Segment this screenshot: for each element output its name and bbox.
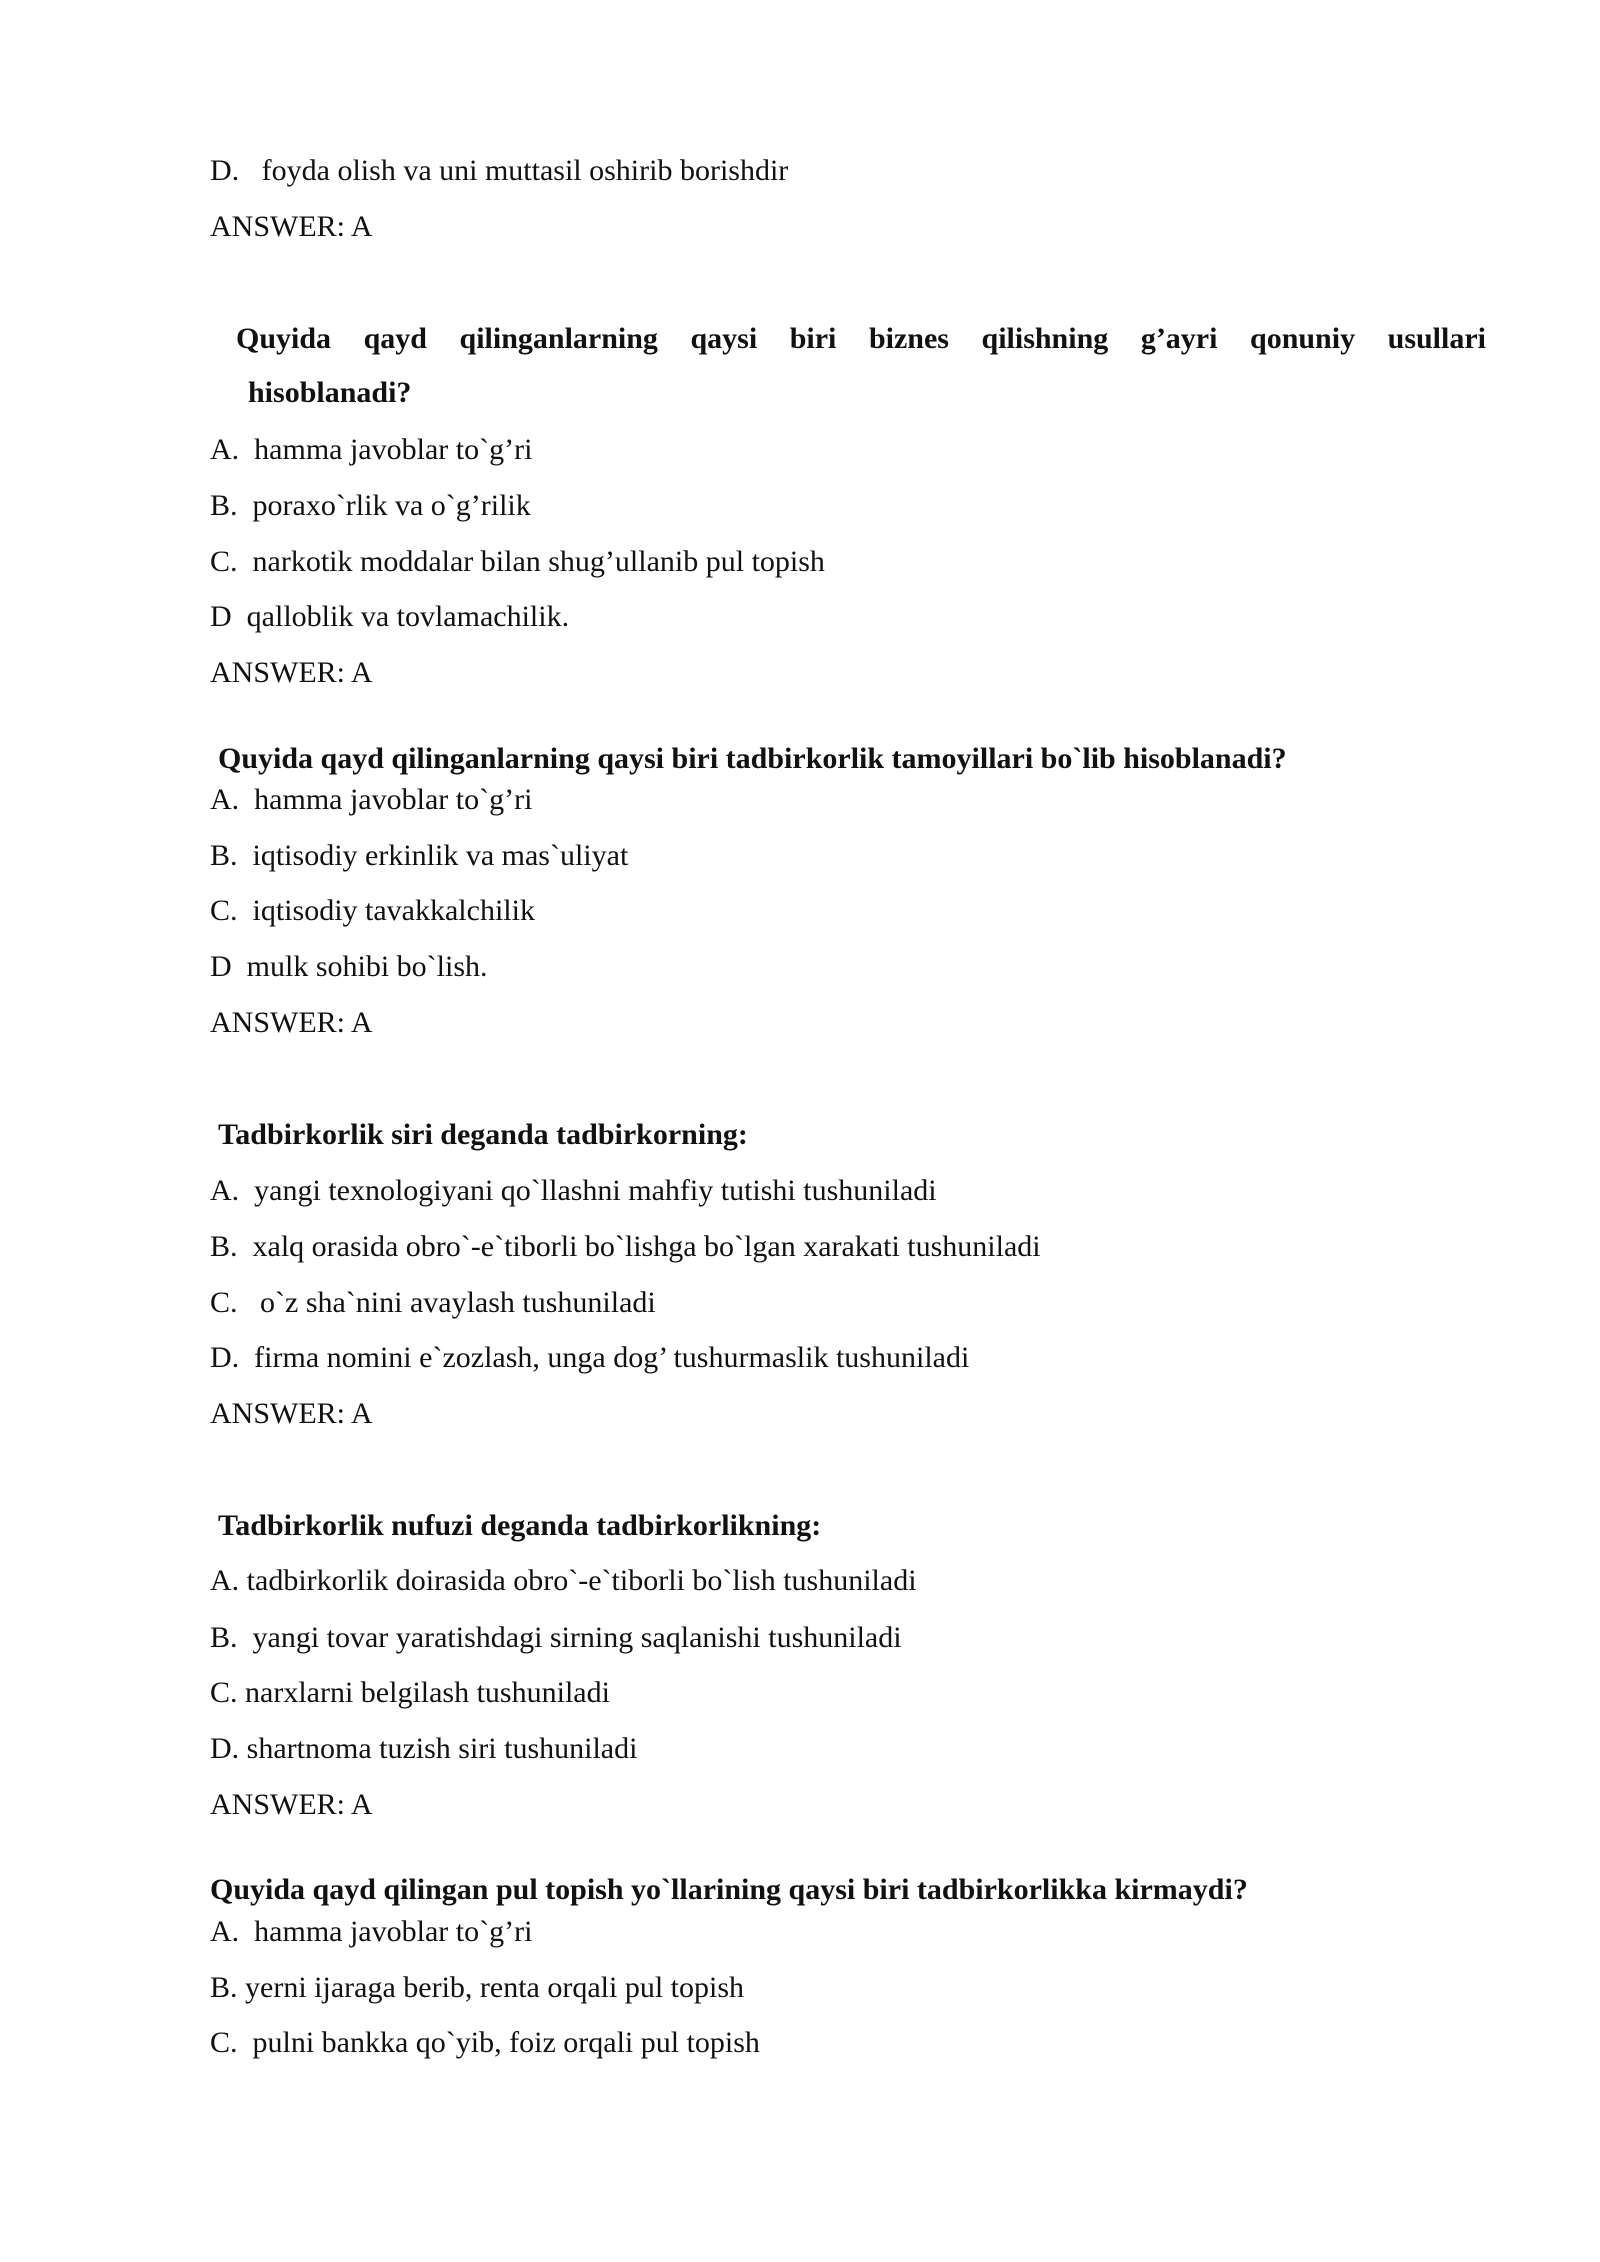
option-b: B. yangi tovar yaratishdagi sirning saqlanishi tushuniladi xyxy=(210,1621,902,1654)
option-a: A. tadbirkorlik doirasida obro`-e`tiborli bo`lish tushuniladi xyxy=(210,1564,917,1597)
question-text: Quyida qayd qilinganlarning qaysi biri tadbirkorlik tamoyillari bo`lib hisoblanadi? xyxy=(218,742,1287,775)
option-d: D. shartnoma tuzish siri tushuniladi xyxy=(210,1732,638,1765)
answer-line: ANSWER: A xyxy=(210,656,373,689)
answer-line: ANSWER: A xyxy=(210,1397,373,1430)
option-b: B. yerni ijaraga berib, renta orqali pul topish xyxy=(210,1971,745,2004)
option-d: D. foyda olish va uni muttasil oshirib borishdir xyxy=(210,154,789,187)
option-d: D. firma nomini e`zozlash, unga dog’ tushurmaslik tushuniladi xyxy=(210,1341,970,1374)
option-a: A. hamma javoblar to`g’ri xyxy=(210,433,533,466)
option-b: B. iqtisodiy erkinlik va mas`uliyat xyxy=(210,839,629,872)
option-c: C. pulni bankka qo`yib, foiz orqali pul topish xyxy=(210,2026,760,2059)
question-text-continued: hisoblanadi? xyxy=(248,376,412,409)
answer-line: ANSWER: A xyxy=(210,210,373,243)
question-text: Tadbirkorlik nufuzi deganda tadbirkorlikning: xyxy=(218,1509,822,1542)
answer-line: ANSWER: A xyxy=(210,1006,373,1039)
option-d: D qalloblik va tovlamachilik. xyxy=(210,600,570,633)
option-a: A. hamma javoblar to`g’ri xyxy=(210,783,533,816)
answer-line: ANSWER: A xyxy=(210,1788,373,1821)
option-d: D mulk sohibi bo`lish. xyxy=(210,950,488,983)
option-b: B. poraxo`rlik va o`g’rilik xyxy=(210,489,531,522)
option-c: C. o`z sha`nini avaylash tushuniladi xyxy=(210,1286,656,1319)
option-b: B. xalq orasida obro`-e`tiborli bo`lishga bo`lgan xarakati tushuniladi xyxy=(210,1230,1041,1263)
option-a: A. hamma javoblar to`g’ri xyxy=(210,1915,533,1948)
question-text: Quyida qayd qilinganlarning qaysi biri biznes qilishning g’ayri qonuniy usullari xyxy=(236,322,1486,355)
question-text: Quyida qayd qilingan pul topish yo`llarining qaysi biri tadbirkorlikka kirmaydi? xyxy=(210,1873,1248,1906)
option-c: C. narkotik moddalar bilan shug’ullanib pul topish xyxy=(210,545,825,578)
question-text: Tadbirkorlik siri deganda tadbirkorning: xyxy=(218,1118,748,1151)
option-c: C. iqtisodiy tavakkalchilik xyxy=(210,894,535,927)
option-c: C. narxlarni belgilash tushuniladi xyxy=(210,1676,610,1709)
option-a: A. yangi texnologiyani qo`llashni mahfiy tutishi tushuniladi xyxy=(210,1174,937,1207)
